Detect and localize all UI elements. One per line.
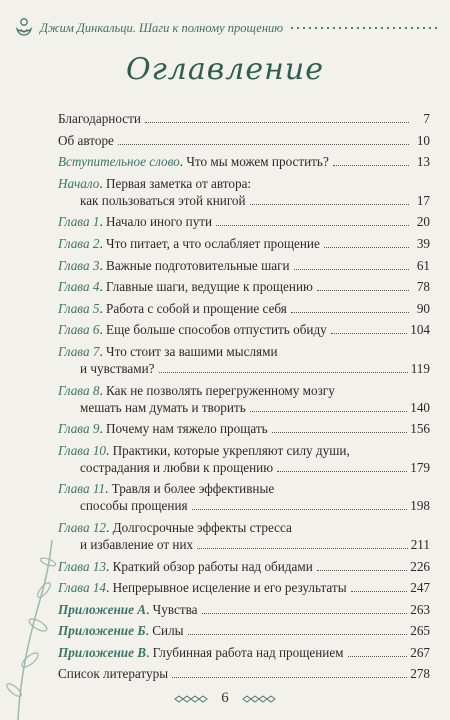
toc-entry-title: сострадания и любви к прощению (80, 459, 274, 475)
running-head (14, 16, 440, 40)
toc-entry-text (58, 459, 273, 476)
toc-entry-text: Начало. Первая заметка от автора: (58, 175, 252, 191)
page-title: Оглавление (126, 52, 324, 87)
toc-entry-title: Что питает, а что ослабляет прощение (106, 235, 320, 251)
toc-leader-dots (351, 591, 408, 592)
toc-entry-line (58, 665, 430, 682)
toc-entry-line (58, 321, 430, 338)
toc-leader-dots (277, 471, 407, 472)
toc-entry-line (58, 519, 430, 536)
toc-leader-dots (324, 247, 409, 248)
toc-entry-label: Глава 3 (58, 257, 100, 273)
toc-entry-text (58, 497, 188, 514)
toc-entry-line (58, 132, 430, 149)
toc-leader-dots (331, 333, 407, 334)
toc-entry-line (58, 110, 430, 127)
toc-leader-dots (118, 144, 409, 145)
toc-page-number: 198 (410, 498, 430, 514)
toc-entry-title: Что мы можем простить? (186, 154, 329, 170)
toc-entry-label: Приложение А (58, 601, 147, 617)
ornament-left-icon (173, 694, 213, 704)
running-head-text: Джим Динкальци. Шаги к полному прощению (40, 20, 284, 35)
toc-entry-text: Глава 9. Почему нам тяжело прощать (58, 421, 268, 437)
toc-entry-text: Глава 14. Непрерывное исцеление и его результаты (58, 580, 347, 596)
page-footer (0, 690, 450, 707)
toc-entry-label: Начало (58, 175, 100, 191)
toc-entry[interactable] (58, 480, 430, 514)
toc-entry-line (58, 601, 430, 618)
toc-entry-title: Первая заметка от автора: (105, 175, 252, 191)
toc-entry[interactable] (58, 343, 430, 377)
toc-leader-dots (333, 165, 409, 166)
toc-entry-label: Глава 13 (58, 558, 107, 574)
toc-entry-title: Практики, которые укрепляют силу души, (112, 442, 350, 458)
toc-entry-line (58, 192, 430, 209)
toc-entry[interactable] (58, 665, 430, 682)
toc-entry-title: Как не позволять перегруженному мозгу (106, 382, 335, 398)
toc-page-number: 119 (410, 360, 430, 376)
toc-entry[interactable] (58, 382, 430, 416)
toc-entry-title: Глубинная работа над прощением (152, 644, 344, 660)
toc-entry-title: Благодарности (58, 111, 141, 126)
toc-page-number: 13 (416, 154, 430, 170)
toc-entry-title: Травля и более эффективные (111, 481, 275, 497)
toc-entry-label: Глава 12 (58, 519, 107, 535)
toc-entry-label: Приложение В (58, 644, 147, 660)
toc-entry-text: Глава 3. Важные подготовительные шаги (58, 257, 290, 273)
toc-entry-title: Непрерывное исцеление и его результаты (112, 580, 347, 596)
toc-page-number: 140 (410, 399, 430, 415)
toc-entry-title: и чувствами? (80, 360, 155, 376)
toc-entry-line (58, 213, 430, 230)
toc-entry-line (58, 644, 430, 661)
toc-entry-line (58, 300, 430, 317)
toc-entry-title: Начало иного пути (106, 214, 213, 230)
toc-leader-dots (348, 656, 408, 657)
toc-entry-line (58, 360, 430, 377)
toc-leader-dots (317, 290, 409, 291)
toc-entry-line (58, 257, 430, 274)
toc-entry[interactable] (58, 601, 430, 618)
toc-page-number: 20 (416, 214, 430, 230)
running-head-dots (289, 27, 440, 29)
toc-entry-label: Глава 9 (58, 421, 100, 437)
toc-entry-title: Силы (152, 623, 184, 639)
toc-entry-title: Об авторе (58, 132, 114, 148)
toc-entry[interactable] (58, 644, 430, 661)
toc-entry-text: Глава 11. Травля и более эффективные (58, 481, 275, 497)
toc-entry-text: Глава 8. Как не позволять перегруженному мозгу (58, 382, 335, 398)
toc-leader-dots (172, 677, 407, 678)
ornament-right-icon (237, 694, 277, 704)
toc-leader-dots (197, 548, 408, 549)
toc-entry-line (58, 382, 430, 399)
toc-page-number: 61 (416, 257, 430, 273)
toc-entry-line (58, 399, 430, 416)
toc-page-number: 211 (410, 536, 430, 552)
toc-page-number: 17 (416, 192, 430, 208)
toc-entry-line (58, 497, 430, 514)
toc-entry-text: Глава 6. Еще больше способов отпустить обиду (58, 322, 327, 338)
toc-leader-dots (294, 269, 409, 270)
toc-entry-title: способы прощения (80, 498, 188, 514)
toc-leader-dots (216, 225, 409, 226)
toc-entry-text (58, 132, 114, 149)
toc-entry-line (58, 153, 430, 170)
toc-entry-text (58, 360, 155, 377)
toc-entry-line (58, 558, 430, 575)
toc-leader-dots (192, 509, 408, 510)
toc-page-number: 7 (423, 111, 430, 126)
toc-page-number: 90 (416, 300, 430, 316)
toc-entry-text: Глава 13. Краткий обзор работы над обидами (58, 558, 313, 574)
toc-entry[interactable] (58, 153, 430, 170)
toc-entry-text (58, 110, 141, 127)
toc-entry-title: Долгосрочные эффекты стресса (112, 519, 292, 535)
table-of-contents (58, 110, 430, 687)
toc-entry-text: Глава 7. Что стоит за вашими мыслями (58, 343, 278, 359)
toc-entry-label: Вступительное слово (58, 154, 180, 170)
toc-entry-text: Глава 1. Начало иного пути (58, 214, 213, 230)
toc-entry-label: Глава 11 (58, 481, 106, 497)
toc-entry[interactable] (58, 420, 430, 437)
toc-page-number: 278 (410, 666, 430, 682)
toc-page-number: 10 (416, 132, 430, 148)
toc-entry-label: Глава 10 (58, 442, 107, 458)
toc-page-number: 265 (410, 623, 430, 639)
toc-entry-line (58, 235, 430, 252)
toc-entry-title: как пользоваться этой книгой (80, 192, 246, 208)
toc-entry-line (58, 622, 430, 639)
toc-page-number: 226 (410, 558, 430, 574)
toc-entry-line (58, 420, 430, 437)
toc-entry-label: Глава 7 (58, 343, 100, 359)
toc-entry-text: Глава 5. Работа с собой и прощение себя (58, 300, 287, 316)
toc-entry[interactable] (58, 235, 430, 252)
toc-entry-label: Глава 5 (58, 300, 100, 316)
toc-page-number: 104 (410, 322, 430, 338)
toc-entry-line (58, 175, 430, 192)
toc-entry[interactable] (58, 110, 430, 127)
toc-entry-label: Глава 6 (58, 322, 100, 338)
toc-entry-text (58, 399, 246, 416)
toc-entry-text (58, 192, 246, 209)
toc-entry[interactable] (58, 300, 430, 317)
toc-entry[interactable] (58, 622, 430, 639)
toc-entry-text: Глава 12. Долгосрочные эффекты стресса (58, 519, 292, 535)
toc-leader-dots (202, 613, 408, 614)
toc-entry-text: Вступительное слово. Что мы можем простить? (58, 154, 329, 170)
toc-entry[interactable] (58, 579, 430, 596)
toc-entry-line (58, 442, 430, 459)
toc-page-number: 267 (410, 644, 430, 660)
toc-entry[interactable] (58, 278, 430, 295)
toc-entry-label: Глава 14 (58, 580, 107, 596)
author-logo-icon (14, 17, 34, 39)
toc-page-number: 78 (416, 279, 430, 295)
toc-page-number: 179 (410, 459, 430, 475)
toc-entry-title: Что стоит за вашими мыслями (106, 343, 278, 359)
toc-leader-dots (317, 570, 407, 571)
toc-entry-title: Главные шаги, ведущие к прощению (106, 279, 313, 295)
toc-entry-line (58, 278, 430, 295)
toc-entry-line (58, 459, 430, 476)
toc-entry-text (58, 665, 168, 682)
toc-entry[interactable] (58, 213, 430, 230)
toc-entry-title: Еще больше способов отпустить обиду (106, 322, 327, 338)
toc-leader-dots (145, 122, 409, 123)
toc-page-number: 39 (416, 235, 430, 251)
page-number: 6 (221, 690, 229, 706)
toc-entry[interactable] (58, 558, 430, 575)
toc-entry-text: Глава 4. Главные шаги, ведущие к прощению (58, 279, 313, 295)
toc-entry-label: Глава 1 (58, 214, 100, 230)
toc-entry-title: и избавление от них (80, 536, 194, 552)
toc-entry-label: Глава 4 (58, 279, 100, 295)
toc-entry-title: Важные подготовительные шаги (106, 257, 290, 273)
toc-page-number: 156 (410, 421, 430, 437)
toc-entry-text: Приложение А. Чувства (58, 601, 198, 617)
toc-entry-text: Глава 2. Что питает, а что ослабляет прощение (58, 235, 320, 251)
toc-entry-title: Чувства (152, 601, 198, 617)
toc-leader-dots (250, 411, 407, 412)
toc-leader-dots (159, 372, 408, 373)
toc-entry[interactable] (58, 321, 430, 338)
toc-entry-line (58, 343, 430, 360)
toc-entry-text: Приложение В. Глубинная работа над прощением (58, 644, 344, 660)
toc-page-number: 263 (410, 601, 430, 617)
toc-leader-dots (272, 432, 408, 433)
toc-entry[interactable] (58, 257, 430, 274)
toc-entry-label: Приложение Б (58, 623, 146, 639)
toc-entry-text: Глава 10. Практики, которые укрепляют силу души, (58, 442, 350, 458)
toc-entry-label: Глава 8 (58, 382, 100, 398)
toc-entry[interactable] (58, 442, 430, 476)
toc-entry[interactable] (58, 132, 430, 149)
toc-entry-title: Список литературы (58, 666, 169, 682)
toc-entry-line (58, 536, 430, 553)
toc-entry-text: Приложение Б. Силы (58, 623, 184, 639)
toc-entry-title: мешать нам думать и творить (80, 399, 246, 415)
toc-entry-title: Работа с собой и прощение себя (106, 300, 287, 316)
toc-page-number: 247 (410, 580, 430, 596)
toc-entry[interactable] (58, 175, 430, 209)
toc-entry[interactable] (58, 519, 430, 553)
toc-leader-dots (188, 634, 408, 635)
toc-entry-line (58, 579, 430, 596)
toc-entry-text (58, 536, 193, 553)
toc-leader-dots (250, 204, 409, 205)
toc-entry-title: Краткий обзор работы над обидами (112, 558, 313, 574)
toc-leader-dots (291, 312, 409, 313)
toc-entry-title: Почему нам тяжело прощать (106, 421, 268, 437)
toc-entry-label: Глава 2 (58, 235, 100, 251)
toc-entry-line (58, 480, 430, 497)
